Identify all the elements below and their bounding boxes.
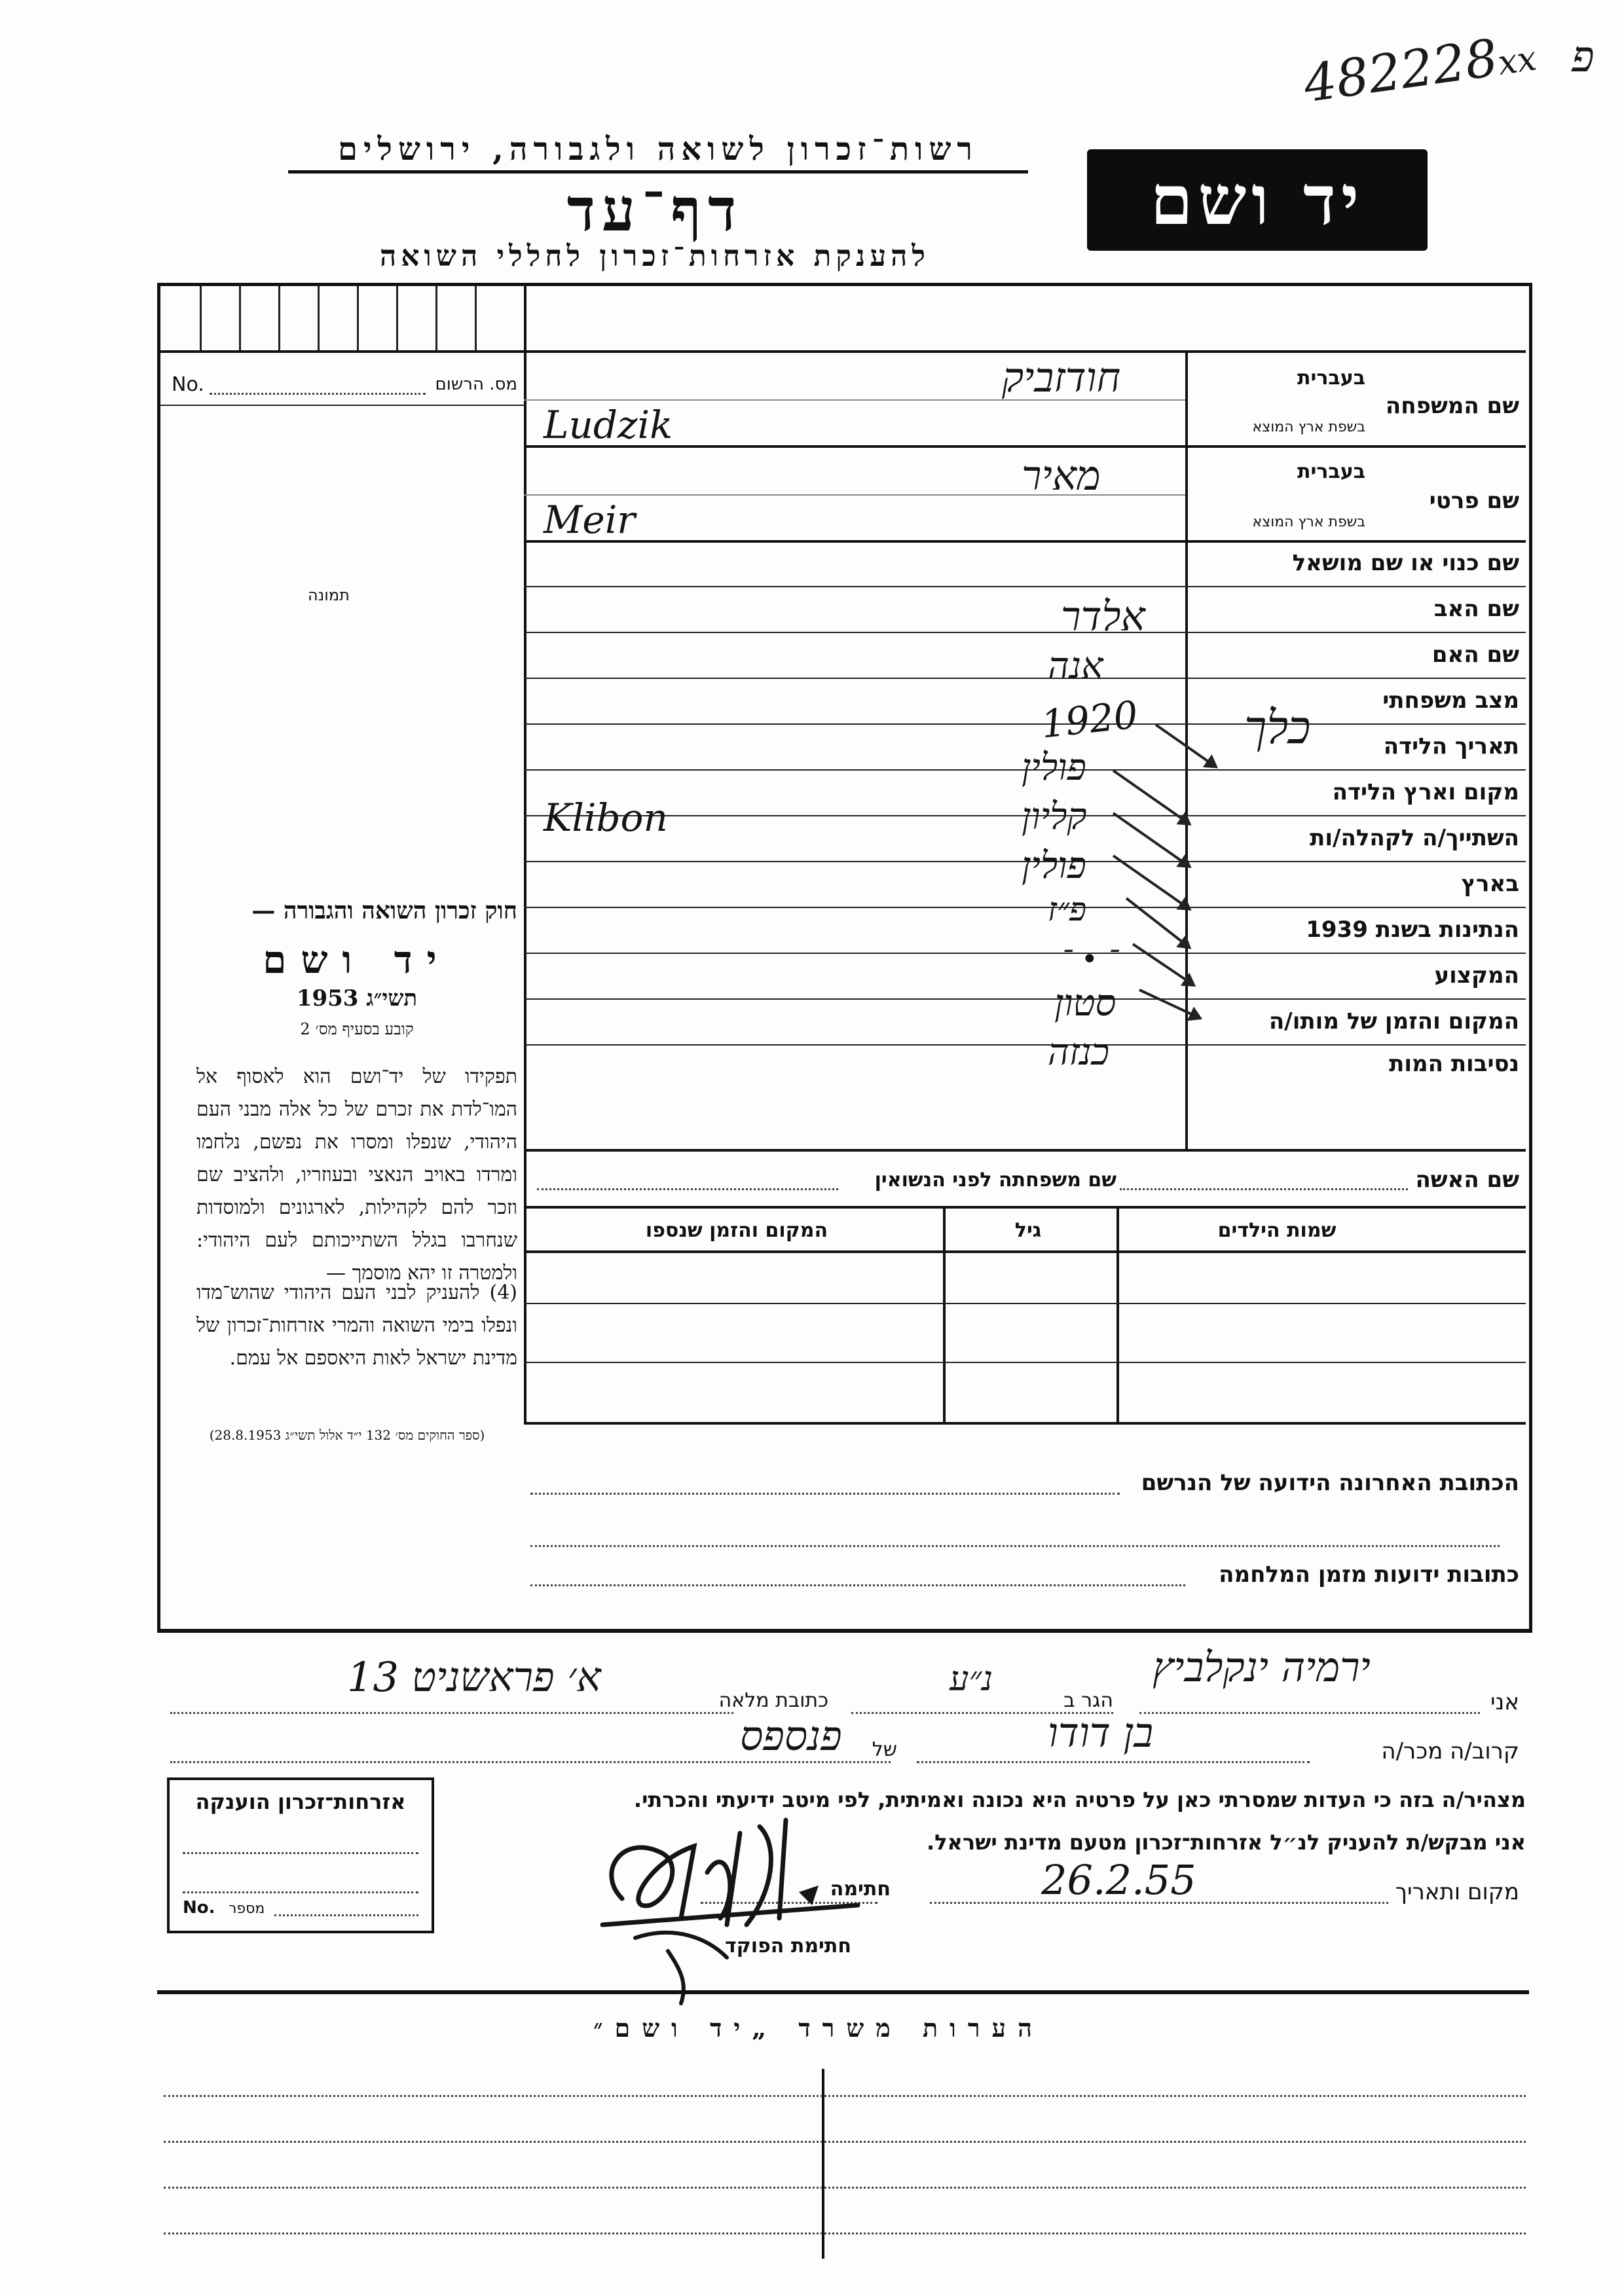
alias-label: שם כנוי או שם מושאל	[1292, 550, 1519, 576]
declaration-request: אני מבקש/ת להעניק לנ״ל אזרחות־זכרון מטעם מדינת ישראל.	[927, 1830, 1526, 1855]
officer-signature-label: חתימת הפוקד	[725, 1935, 851, 1958]
children-header-place: המקום והזמן שנספו	[645, 1219, 828, 1242]
family-name-hebrew-value: חודזביק	[1002, 354, 1121, 401]
mother-value: אנה	[1048, 645, 1103, 687]
father-value: אלדר	[1061, 592, 1145, 640]
document-number	[1300, 24, 1539, 115]
yad-vashem-logo	[1087, 149, 1428, 251]
declarant-name-value: ירמיה ינקלביץ	[1153, 1643, 1371, 1691]
residing-label: הגר ב	[1063, 1689, 1113, 1712]
occupation-value: ־ • ־	[1061, 943, 1118, 976]
form-title: דף־עד	[566, 175, 743, 245]
label-column-divider	[1185, 350, 1188, 1149]
birth-date-value: 1920	[1039, 692, 1140, 747]
date-value: 26.2.55	[1041, 1856, 1196, 1904]
relative-of-value: פנספס	[740, 1712, 842, 1760]
children-col-divider-2	[943, 1206, 946, 1422]
row-line-country	[524, 907, 1526, 908]
registration-boxes	[160, 286, 524, 350]
document-number-value: 482228	[1300, 28, 1502, 115]
first-name-hebrew-value: מאיר	[1022, 452, 1101, 500]
community-label: השתייך/ה לקהלה/ות	[1310, 825, 1519, 851]
row-line-first	[524, 540, 1526, 543]
wife-label: שם האשה	[1415, 1167, 1519, 1193]
city-value: נ״ע	[950, 1660, 993, 1699]
top-strip-line	[157, 350, 1526, 353]
law-citation: (ספר החוקים מס׳ 132 י״ד אלול תשי״ג 28.8.1953)	[209, 1427, 485, 1443]
marital-label: מצב משפחתי	[1382, 687, 1519, 714]
birth-date-label: תאריך הלידה	[1383, 733, 1519, 759]
photo-label: תמונה	[308, 586, 350, 604]
place-date-field[interactable]	[930, 1902, 1388, 1904]
row-line-alias	[524, 586, 1526, 587]
full-address-label: כתובת מלאה	[718, 1689, 828, 1712]
row-line-family	[524, 445, 1526, 448]
citizenship-value: פ״ז	[1048, 890, 1087, 928]
children-col-divider-1	[1116, 1206, 1119, 1422]
declaration-statement: מצהיר/ה בזה כי העדות שמסרתי כאן על פרטיה היא נכונה ואמיתית, לפי מיטב ידיעתי והכרתי.	[633, 1787, 1526, 1812]
authority-title: רשות־זכרון לשואה ולגבורה, ירושלים	[288, 131, 1028, 173]
children-header-age: גיל	[1014, 1219, 1042, 1242]
citizenship-box-number-field[interactable]	[274, 1914, 418, 1916]
street-address-field[interactable]	[170, 1712, 733, 1714]
registry-line	[160, 405, 524, 406]
registry-number-label: מס. הרשום	[435, 374, 517, 394]
father-label: שם האב	[1433, 596, 1519, 622]
row-line-father	[524, 632, 1526, 633]
law-section: קובע בסעיף מס׳ 2	[300, 1020, 414, 1038]
family-name-label: שם המשפחה	[1385, 393, 1519, 419]
law-name: יד ושם	[263, 938, 451, 982]
wartime-address-field[interactable]	[530, 1584, 1185, 1586]
first-name-hebrew-label: בעברית	[1297, 460, 1365, 483]
row-line-mother	[524, 678, 1526, 679]
family-name-latin-value: Ludzik	[544, 403, 673, 447]
row-line-deathplace	[524, 1044, 1526, 1046]
first-name-origin-label: בשפת ארץ המוצא	[1252, 514, 1365, 530]
yad-vashem-logo-text: יד ושם	[1150, 160, 1365, 240]
declaration-top-line	[157, 1629, 1529, 1633]
last-address-label: הכתובת האחרונה הידועה של הנרשם	[1141, 1470, 1519, 1496]
citizenship-box	[167, 1777, 434, 1933]
remarks-divider	[822, 2069, 824, 2259]
law-paragraph-1: תפקידו של יד־ושם הוא לאסוף אל המו־לדת את זכרם של כל אלה מבני העם היהודי, שנפלו ומסרו את נפשם, נלחמו ומרדו באויב הנאצי ובעוזריו, ולהציב שם וזכר להם לקהילות, לארגונים ולמוסדות שנחרבו בגלל השתייכותם לעם היהודי: ולמטרה זו יהא מוסמך —	[196, 1065, 517, 1285]
law-title: חוק זכרון השואה והגבורה —	[251, 897, 517, 924]
relative-of-field[interactable]	[170, 1761, 891, 1763]
declarant-label: אני	[1490, 1689, 1519, 1715]
declarant-name-field[interactable]	[1139, 1712, 1480, 1714]
death-place-value: סטון	[1054, 982, 1116, 1025]
last-address-field[interactable]	[530, 1493, 1120, 1495]
row-line-deathcause	[524, 1149, 1526, 1152]
street-address-value: א׳ פראשניט 13	[347, 1653, 601, 1701]
row-line-marital	[524, 723, 1526, 725]
relative-label: קרוב/ה מכר/ה	[1381, 1738, 1519, 1764]
birth-place-value: פולין	[1022, 746, 1086, 789]
citizenship-box-line[interactable]	[183, 1852, 418, 1854]
children-row[interactable]	[524, 1362, 1526, 1363]
remarks-line[interactable]	[164, 2232, 1526, 2234]
mother-label: שם האם	[1431, 642, 1519, 668]
children-header-line	[524, 1250, 1526, 1253]
death-cause-value: כנזה	[1048, 1031, 1110, 1074]
signature-label: חתימה	[830, 1878, 891, 1901]
corner-mark: פ	[1572, 31, 1595, 82]
birth-place-label: מקום וארץ הלידה	[1332, 779, 1519, 805]
death-cause-label: נסיבות המות	[1389, 1051, 1519, 1077]
citizenship-box-title: אזרחות־זכרון הוענקה	[195, 1789, 406, 1814]
relation-value: בן דודו	[1048, 1709, 1154, 1757]
wife-maiden-label: שם משפחתה לפני הנשואין	[874, 1169, 1116, 1192]
first-name-label: שם פרטי	[1429, 488, 1519, 514]
registry-no-label: No.	[172, 373, 204, 396]
country-value: פולין	[1022, 845, 1086, 887]
last-address-field-2[interactable]	[530, 1545, 1500, 1547]
wartime-address-label: כתובות ידועות מזמן המלחמה	[1219, 1561, 1519, 1588]
registry-number-field[interactable]	[210, 393, 426, 395]
first-name-latin-value: Meir	[544, 498, 635, 542]
citizenship-box-no-label: No.	[183, 1898, 215, 1918]
family-name-origin-label: בשפת ארץ המוצא	[1252, 419, 1365, 435]
wife-maiden-field[interactable]	[537, 1188, 838, 1190]
family-name-hebrew-label: בעברית	[1297, 367, 1365, 390]
community-hebrew-value: קליון	[1022, 795, 1087, 838]
country-label: בארץ	[1461, 871, 1519, 897]
relation-field[interactable]	[917, 1761, 1310, 1763]
remarks-title: הערות משרד „יד ושם״	[593, 2013, 1044, 2043]
row-line-citizenship	[524, 953, 1526, 954]
remarks-line[interactable]	[164, 2095, 1526, 2097]
place-date-label: מקום ותאריך	[1395, 1879, 1519, 1905]
row-line-occupation	[524, 998, 1526, 1000]
children-table-bottom	[524, 1422, 1526, 1425]
children-header-names: שמות הילדים	[1217, 1219, 1337, 1242]
community-latin-value: Klibon	[544, 795, 668, 840]
occupation-label: המקצוע	[1434, 962, 1519, 989]
wife-name-field[interactable]	[1120, 1188, 1408, 1190]
wife-row-line	[524, 1206, 1526, 1209]
document-number-mark: xx	[1495, 39, 1540, 83]
marital-value: כלך	[1244, 701, 1311, 754]
law-paragraph-2: (4) להעניק לבני העם היהודי שהוש־מדו ונפלו בימי השואה והמרי אזרחות־זכרון של מדינת ישראל לאות היאספם אל עמם.	[196, 1281, 517, 1370]
children-row[interactable]	[524, 1303, 1526, 1304]
law-year: תשי״ג 1953	[296, 985, 418, 1011]
citizenship-box-line[interactable]	[183, 1891, 418, 1893]
citizenship-label: הנתינות בשנת 1939	[1306, 917, 1519, 943]
remarks-top-line	[157, 1990, 1529, 1994]
citizenship-box-number-label: מספר	[229, 1901, 265, 1917]
form-subtitle: להענקת אזרחות־זכרון לחללי השואה	[379, 240, 930, 273]
death-place-label: המקום והזמן של מותו/ה	[1268, 1008, 1519, 1034]
remarks-line[interactable]	[164, 2141, 1526, 2143]
remarks-line[interactable]	[164, 2187, 1526, 2189]
of-label: של	[872, 1738, 897, 1761]
officer-signature	[616, 1912, 760, 2016]
